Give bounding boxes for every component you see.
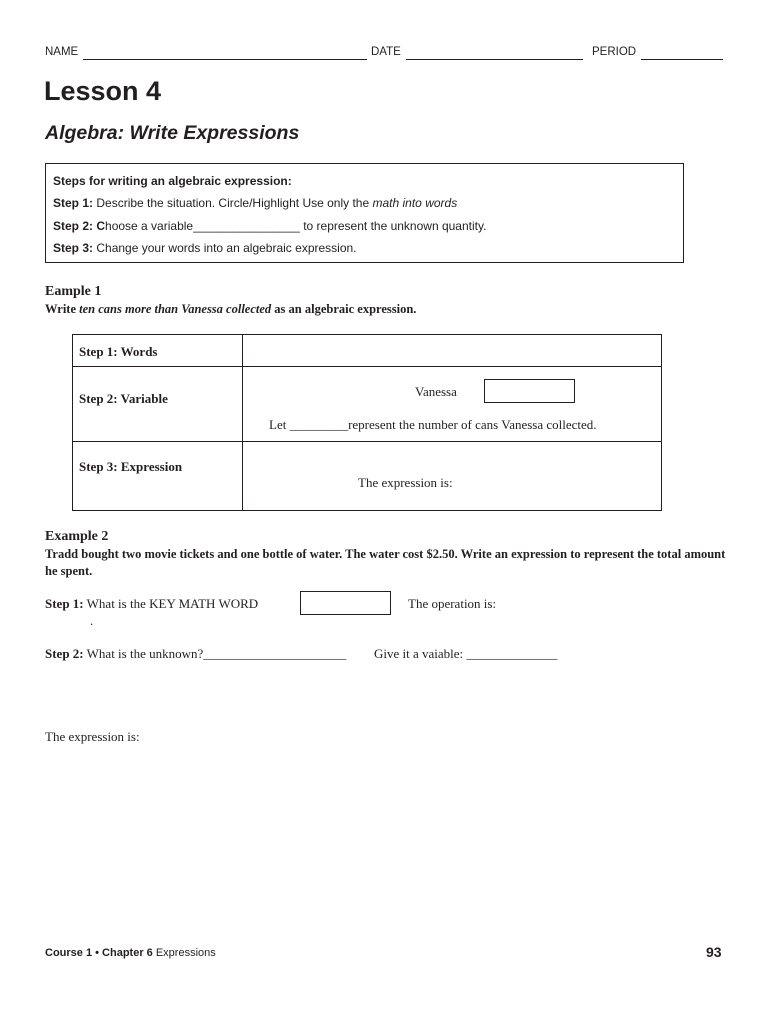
date-line xyxy=(406,59,583,60)
variable-answer-box[interactable] xyxy=(484,379,575,403)
table-row3-label: Step 3: Expression xyxy=(79,459,183,474)
example1-prompt-italic: ten cans more than Vanessa collected xyxy=(79,302,272,316)
table-row-divider xyxy=(73,366,661,367)
table-row3-text: The expression is: xyxy=(358,475,453,490)
footer-course xyxy=(45,947,216,959)
period-line xyxy=(641,59,723,60)
example2-step1-text: What is the KEY MATH WORD xyxy=(86,596,259,611)
example2-variable: Give it a vaiable: ______________ xyxy=(374,646,558,661)
example2-operation: The operation is: xyxy=(408,596,497,611)
step2-text: hoose a variable________________ to represent the unknown quantity. xyxy=(105,219,487,233)
example2-dot: . xyxy=(90,613,94,628)
footer-course-label: Course 1 • Chapter 6 xyxy=(45,947,153,959)
example2-step2-text: What is the unknown?______________________ xyxy=(86,646,347,661)
page-subtitle: Algebra: Write Expressions xyxy=(45,122,300,144)
example2-step2 xyxy=(45,646,346,662)
example2-step2-label: Step 2: xyxy=(45,646,84,661)
step1-label: Step 1: xyxy=(53,196,94,210)
table-row1-label: Step 1: Words xyxy=(79,344,158,359)
header-row xyxy=(45,46,725,62)
example2-problem: Tradd bought two movie tickets and one bottle of water. The water cost $2.50. Write an expression to represent the total amount he spent. xyxy=(45,547,726,578)
example1-prompt xyxy=(45,302,416,317)
steps-step2 xyxy=(53,219,486,233)
table-column-divider xyxy=(242,335,243,510)
example1-prompt-start: Write xyxy=(45,302,77,316)
steps-box xyxy=(45,163,684,263)
name-label: NAME xyxy=(45,46,79,58)
step3-text: Change your words into an algebraic expression. xyxy=(96,241,357,255)
step3-label: Step 3: xyxy=(53,241,94,255)
step1-italic: math into words xyxy=(372,196,458,210)
table-row2-label: Step 2: Variable xyxy=(79,391,168,406)
page-number: 93 xyxy=(706,944,722,960)
date-label: DATE xyxy=(371,46,401,58)
steps-step1 xyxy=(53,196,457,210)
table-row2-name: Vanessa xyxy=(415,384,457,399)
period-label: PERIOD xyxy=(592,46,637,58)
example1-prompt-end: as an algebraic expression. xyxy=(274,302,417,316)
lesson-title: Lesson 4 xyxy=(44,76,162,106)
step1-text: Describe the situation. Circle/Highlight Use only the xyxy=(96,196,370,210)
footer-topic: Expressions xyxy=(155,947,216,959)
table-row-divider xyxy=(73,441,661,442)
key-word-answer-box[interactable] xyxy=(300,591,391,615)
steps-heading: Steps for writing an algebraic expression: xyxy=(53,174,292,188)
steps-step3 xyxy=(53,241,357,255)
example1-heading: Eample 1 xyxy=(45,284,102,299)
example2-expression: The expression is: xyxy=(45,729,140,744)
step2-label: Step 2: C xyxy=(53,219,106,233)
example1-table xyxy=(72,334,662,511)
name-line xyxy=(83,59,367,60)
table-row2-let: Let _________represent the number of cans Vanessa collected. xyxy=(269,417,597,432)
example2-heading: Example 2 xyxy=(45,529,109,544)
example2-step1 xyxy=(45,596,258,612)
example2-step1-label: Step 1: xyxy=(45,596,84,611)
